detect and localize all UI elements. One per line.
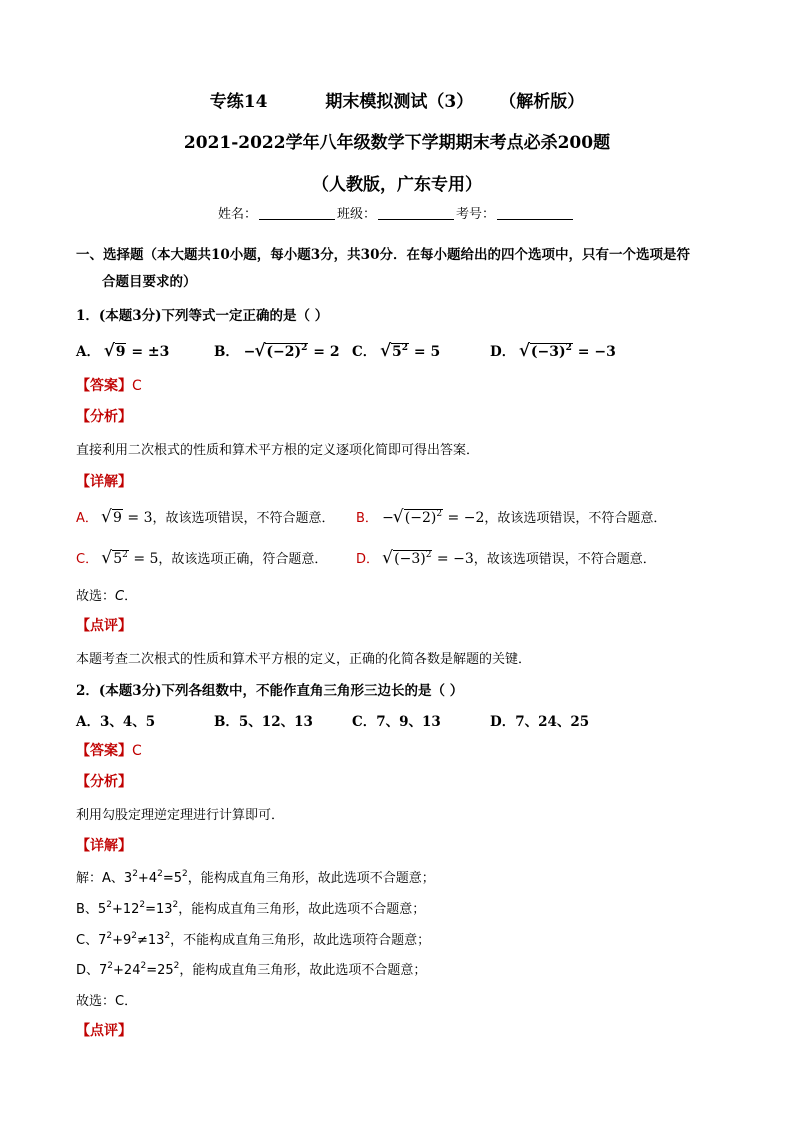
class-label: 班级： [337, 207, 377, 222]
choose-value: C [115, 589, 125, 604]
option-c-formula: √ $5^2 = 5$ [381, 344, 440, 360]
comment-label: 【点评】 [76, 1023, 132, 1039]
answer-value: C [132, 743, 142, 759]
option-label: D． [490, 344, 516, 360]
detail-c-text: ，不能构成直角三角形，故此选项符合题意； [170, 933, 431, 948]
detail-a-text: ，故该选项错误，不符合题意． [152, 511, 335, 526]
q2-option-b: B．5、12、13 [214, 714, 313, 730]
detail-label: 【详解】 [76, 474, 132, 490]
q2-detail-c: C、$7^2+9^2\ne 13^2$，不能构成直角三角形，故此选项符合题意； [76, 931, 431, 948]
q2-choose: 故选：C． [76, 994, 138, 1009]
option-b-formula: −√ $(-2)^2 = 2$ [244, 344, 340, 360]
q2-detail-b: B、$5^2+12^2=13^2$，能构成直角三角形，故此选项不合题意； [76, 900, 426, 917]
option-d-formula: √ $(-3)^2 = -3$ [520, 344, 616, 360]
detail-d-text: ，故该选项错误，不符合题意． [473, 552, 656, 567]
document-title [0, 87, 794, 112]
exam-number-label: 考号： [456, 207, 496, 222]
detail-b-formula: −√ $(-2)^2 = -2$ [382, 510, 484, 526]
q1-choose [76, 585, 137, 604]
document-edition: （人教版，广东专用） [312, 175, 482, 195]
detail-prefix: D、 [76, 963, 100, 978]
q2-option-c: C．7、9、13 [352, 714, 441, 730]
q1-analysis-label [76, 406, 132, 426]
q1-option-a [76, 340, 169, 360]
option-label: C． [352, 344, 377, 360]
detail-option-label: C． [76, 552, 99, 567]
class-blank [378, 206, 454, 220]
q2-analysis-text: 利用勾股定理逆定理进行计算即可． [76, 808, 285, 823]
option-label: A． [76, 344, 100, 360]
detail-a-formula: √ 9 = 3 [102, 510, 152, 526]
q1-comment-text: 本题考查二次根式的性质和算术平方根的定义，正确的化简各数是解题的关键． [76, 652, 532, 667]
comment-label: 【点评】 [76, 618, 132, 634]
answer-label: 【答案】 [76, 743, 132, 759]
detail-prefix: 解：A、 [76, 871, 124, 886]
q2-analysis-label [76, 771, 132, 791]
section-heading-line2: 合题目要求的） [102, 274, 197, 290]
title-series: 专练14 [209, 92, 268, 112]
question-2-stem: 2．(本题3分)下列各组数中，不能作直角三角形三边长的是（ ） [76, 683, 464, 699]
q1-analysis-text: 直接利用二次根式的性质和算术平方根的定义逐项化简即可得出答案． [76, 443, 480, 458]
q2-detail-label [76, 835, 132, 855]
analysis-label: 【分析】 [76, 409, 132, 425]
q1-option-c [352, 340, 440, 360]
q1-option-d [490, 340, 616, 360]
q1-detail-d [356, 548, 656, 567]
detail-option-label: D． [356, 552, 380, 567]
q1-detail-c [76, 548, 327, 567]
choose-end: ． [124, 589, 138, 604]
section-heading-line1: 一、选择题（本大题共10小题，每小题3分，共30分．在每小题给出的四个选项中，只有一个选项是符 [76, 247, 690, 263]
detail-c-formula: √ $5^2 = 5$ [102, 551, 158, 567]
detail-option-label: A． [76, 511, 98, 526]
detail-prefix: B、 [76, 902, 98, 917]
detail-b-text: ，能构成直角三角形，故此选项不合题意； [178, 902, 426, 917]
q2-detail-a: 解：A、$3^2+4^2=5^2$，能构成直角三角形，故此选项不合题意； [76, 869, 435, 886]
name-blank [259, 206, 335, 220]
detail-c-text: ，故该选项正确，符合题意． [158, 552, 328, 567]
choose-label: 故选： [76, 589, 116, 604]
title-main: 期末模拟测试（3） [325, 92, 474, 112]
q2-option-d: D．7、24、25 [490, 714, 590, 730]
detail-d-formula: √ $(-3)^2 = -3$ [383, 551, 474, 567]
name-label: 姓名： [218, 207, 258, 222]
q1-detail-b [356, 507, 666, 526]
q1-detail-label [76, 471, 132, 491]
q2-comment-label [76, 1020, 132, 1040]
q2-detail-d: D、$7^2+24^2=25^2$，能构成直角三角形，故此选项不合题意； [76, 961, 427, 978]
analysis-label: 【分析】 [76, 774, 132, 790]
detail-a-text: ，能构成直角三角形，故此选项不合题意； [187, 871, 435, 886]
q1-answer [76, 375, 142, 395]
student-info-line [218, 203, 575, 222]
q2-answer [76, 740, 142, 760]
document-subtitle: 2021-2022学年八年级数学下学期期末考点必杀200题 [183, 133, 611, 153]
detail-d-text: ，能构成直角三角形，故此选项不合题意； [179, 963, 427, 978]
title-version: （解析版） [499, 92, 585, 112]
option-label: B． [214, 344, 239, 360]
answer-value: C [132, 378, 142, 394]
answer-label: 【答案】 [76, 378, 132, 394]
q1-detail-a [76, 507, 335, 526]
detail-prefix: C、 [76, 933, 99, 948]
q2-option-a: A．3、4、5 [76, 714, 156, 730]
option-a-formula: √ 9 = ±3 [105, 344, 170, 360]
detail-option-label: B． [356, 511, 378, 526]
detail-b-text: ，故该选项错误，不符合题意． [484, 511, 667, 526]
detail-label: 【详解】 [76, 838, 132, 854]
exam-number-blank [497, 206, 573, 220]
question-1-stem: 1．(本题3分)下列等式一定正确的是（ ） [76, 308, 329, 324]
q1-comment-label [76, 615, 132, 635]
q1-option-b [214, 340, 340, 360]
